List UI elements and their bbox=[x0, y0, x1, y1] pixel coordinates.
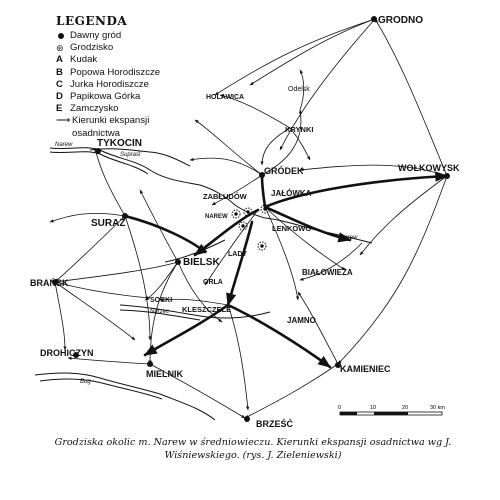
legend-item: E Zamczysko bbox=[56, 103, 119, 115]
arrow-icon: ⟶ bbox=[56, 115, 71, 127]
label-grodno: GRODNO bbox=[378, 15, 423, 26]
town-dot bbox=[371, 16, 377, 22]
label-holawica: HOLAWICA bbox=[206, 94, 245, 101]
label-odelsk: Odelsk bbox=[288, 86, 310, 93]
label-narew-small: Narew bbox=[340, 235, 358, 241]
label-tykocin: TYKOCIN bbox=[97, 138, 142, 149]
label-jamno: JAMNO bbox=[287, 316, 316, 325]
grodzisko-icon: ⊛ bbox=[56, 43, 64, 54]
grodzisko-icon bbox=[232, 210, 240, 218]
label-bielsk: BIELSK bbox=[183, 257, 220, 268]
grodzisko-icon bbox=[258, 242, 266, 250]
legend bbox=[56, 14, 164, 140]
dot-icon bbox=[58, 33, 64, 39]
label-orla: ORLA bbox=[203, 279, 223, 286]
scale-tick: 20 bbox=[402, 405, 409, 411]
label-bug: Bug bbox=[80, 379, 91, 385]
label-lenkowo: LENKOWO bbox=[272, 224, 312, 233]
legend-item: D Papikowa Górka bbox=[56, 91, 141, 103]
label-drohiczyn: DROHICZYN bbox=[40, 348, 94, 358]
legend-item: ⟶ Kierunki ekspansji osadnictwa bbox=[56, 115, 150, 139]
town-dot bbox=[147, 361, 153, 367]
label-narew-town: NAREW bbox=[205, 214, 228, 220]
legend-item: A Kudak bbox=[56, 54, 98, 66]
main-routes bbox=[125, 175, 447, 367]
label-kamieniec: KAMIENIEC bbox=[340, 364, 391, 374]
label-jalowka: JAŁÓWKA bbox=[271, 189, 312, 198]
scale-tick: 10 bbox=[370, 405, 377, 411]
scale-bar bbox=[338, 405, 445, 415]
narew-river bbox=[50, 148, 265, 218]
town-dot bbox=[444, 173, 450, 179]
caption: Grodziska okolic m. Narew w średniowieczu. Kierunki ekspansji osadnictwa wg J. Wiśniewskiego. (rys. J. Zieleniewski) bbox=[54, 437, 452, 461]
legend-item: Dawny gród bbox=[56, 30, 164, 42]
label-socki: SOCKI bbox=[150, 297, 173, 304]
legend-item: B Popowa Horodiszcze bbox=[56, 66, 161, 78]
label-wolkowysk: WOŁKOWYSK bbox=[398, 163, 460, 173]
town-dot bbox=[244, 416, 250, 422]
bug-river bbox=[35, 373, 215, 420]
label-kleszczele: KLESZCZELE bbox=[182, 305, 232, 314]
label-bialowieza: BIAŁOWIEŻA bbox=[302, 268, 353, 277]
label-bransk: BRAŃSK bbox=[30, 278, 69, 288]
label-nurzec: Nurzec bbox=[150, 309, 170, 315]
label-krynki: KRYNKI bbox=[285, 125, 314, 134]
legend-item: ⊛ Grodzisko bbox=[56, 42, 114, 54]
label-lady: LADY bbox=[228, 251, 248, 258]
bug-river-bank bbox=[40, 379, 162, 399]
legend-title: LEGENDA bbox=[56, 14, 128, 28]
label-narew-river: Narew bbox=[55, 142, 73, 148]
legend-item: C Jurka Horodiszcze bbox=[56, 78, 149, 90]
town-dot bbox=[175, 259, 181, 265]
scale-tick: 0 bbox=[338, 405, 342, 411]
scale-tick: 30 km bbox=[430, 405, 445, 411]
label-suraz: SURAŻ bbox=[91, 218, 126, 229]
label-suprasl-river: Supraśl bbox=[120, 152, 141, 158]
label-brzesc: BRZEŚĆ bbox=[256, 419, 294, 429]
label-mielnik: MIELNIK bbox=[146, 369, 183, 379]
label-zabludow: ZABŁUDÓW bbox=[203, 192, 247, 201]
label-grodek: GRÓDEK bbox=[264, 166, 304, 176]
